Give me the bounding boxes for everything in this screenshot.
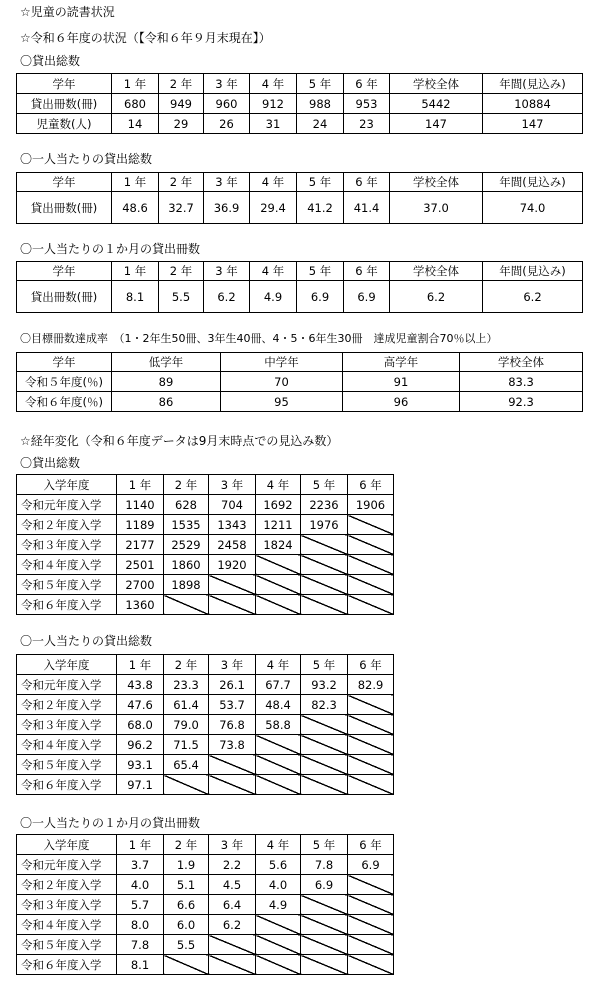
empty-slashed-cell — [348, 755, 394, 775]
trend-total-loans-table — [16, 474, 394, 615]
empty-slashed-cell — [301, 895, 348, 915]
header-cell: 1 年 — [112, 262, 159, 281]
empty-slashed-cell — [301, 755, 348, 775]
table-cell: 97.1 — [117, 775, 164, 795]
header-cell: 1 年 — [117, 475, 164, 495]
table-row — [17, 535, 394, 555]
current-per-child-month-heading: 〇一人当たりの１か月の貸出冊数 — [20, 242, 201, 256]
table-cell: 6.9 — [344, 281, 390, 313]
table-cell: 5.6 — [256, 855, 301, 875]
table-cell: 8.1 — [117, 955, 164, 975]
table-cell: 92.3 — [460, 392, 583, 412]
header-cell: 学校全体 — [390, 262, 483, 281]
table-row — [17, 955, 394, 975]
empty-slashed-cell — [348, 535, 394, 555]
table-cell: 960 — [204, 94, 250, 114]
header-cell: 1 年 — [112, 173, 159, 192]
table-header-row — [17, 475, 394, 495]
header-cell: 年間(見込み) — [483, 173, 583, 192]
header-cell: 入学年度 — [17, 475, 117, 495]
table-header-row — [17, 835, 394, 855]
header-cell: 5 年 — [297, 262, 344, 281]
table-cell: 912 — [250, 94, 297, 114]
empty-slashed-cell — [209, 935, 256, 955]
empty-slashed-cell — [301, 935, 348, 955]
header-cell: 1 年 — [117, 835, 164, 855]
header-cell: 5 年 — [301, 475, 348, 495]
table-cell: 58.8 — [256, 715, 301, 735]
table-row — [17, 735, 394, 755]
header-cell: 学校全体 — [390, 74, 483, 94]
header-cell: 5 年 — [297, 173, 344, 192]
table-cell: 61.4 — [164, 695, 209, 715]
table-cell: 82.9 — [348, 675, 394, 695]
current-per-child-month-table — [16, 261, 583, 313]
table-row — [17, 372, 583, 392]
table-cell: 1976 — [301, 515, 348, 535]
table-header-row — [17, 173, 583, 192]
empty-slashed-cell — [301, 595, 348, 615]
table-cell: 704 — [209, 495, 256, 515]
table-row — [17, 695, 394, 715]
table-cell: 4.9 — [250, 281, 297, 313]
table-cell: 48.4 — [256, 695, 301, 715]
header-cell: 学年 — [17, 262, 112, 281]
header-cell: 3 年 — [209, 835, 256, 855]
row-label: 令和４年度入学 — [17, 735, 117, 755]
row-label: 令和６年度入学 — [17, 595, 117, 615]
trend-per-child-heading: 〇一人当たりの貸出総数 — [20, 634, 153, 648]
header-cell: 5 年 — [297, 74, 344, 94]
header-cell: 学校全体 — [460, 353, 583, 372]
table-cell: 1140 — [117, 495, 164, 515]
empty-slashed-cell — [348, 775, 394, 795]
empty-slashed-cell — [348, 575, 394, 595]
empty-slashed-cell — [301, 955, 348, 975]
header-cell: 2 年 — [159, 74, 204, 94]
table-cell: 67.7 — [256, 675, 301, 695]
table-row — [17, 281, 583, 313]
table-header-row — [17, 655, 394, 675]
row-label: 令和５年度入学 — [17, 575, 117, 595]
target-rate-table — [16, 352, 583, 412]
table-cell: 6.2 — [209, 915, 256, 935]
empty-slashed-cell — [348, 515, 394, 535]
table-cell: 29 — [159, 114, 204, 134]
table-cell: 628 — [164, 495, 209, 515]
table-cell: 5.5 — [159, 281, 204, 313]
table-cell: 10884 — [483, 94, 583, 114]
row-label: 令和５年度入学 — [17, 755, 117, 775]
row-label: 令和４年度入学 — [17, 555, 117, 575]
header-cell: 年間(見込み) — [483, 74, 583, 94]
table-row — [17, 875, 394, 895]
current-total-loans-heading: 〇貸出総数 — [20, 54, 81, 68]
header-cell: 4 年 — [256, 655, 301, 675]
row-label: 令和５年度(％) — [17, 372, 112, 392]
table-row — [17, 392, 583, 412]
table-cell: 73.8 — [209, 735, 256, 755]
header-cell: 学年 — [17, 173, 112, 192]
table-cell: 23 — [344, 114, 390, 134]
header-cell: 4 年 — [250, 74, 297, 94]
header-cell: 学年 — [17, 353, 112, 372]
row-label: 令和６年度入学 — [17, 955, 117, 975]
table-cell: 6.9 — [348, 855, 394, 875]
empty-slashed-cell — [348, 595, 394, 615]
empty-slashed-cell — [348, 875, 394, 895]
empty-slashed-cell — [301, 915, 348, 935]
table-cell: 65.4 — [164, 755, 209, 775]
empty-slashed-cell — [209, 575, 256, 595]
row-label: 令和３年度入学 — [17, 895, 117, 915]
header-cell: 4 年 — [256, 835, 301, 855]
header-cell: 3 年 — [204, 262, 250, 281]
table-cell: 2236 — [301, 495, 348, 515]
table-cell: 26 — [204, 114, 250, 134]
table-row — [17, 595, 394, 615]
current-per-child-table — [16, 172, 583, 224]
header-cell: 4 年 — [250, 262, 297, 281]
empty-slashed-cell — [256, 755, 301, 775]
table-cell: 6.2 — [483, 281, 583, 313]
empty-slashed-cell — [301, 735, 348, 755]
row-label: 令和元年度入学 — [17, 495, 117, 515]
table-cell: 680 — [112, 94, 159, 114]
table-row — [17, 94, 583, 114]
table-cell: 96 — [343, 392, 460, 412]
empty-slashed-cell — [164, 595, 209, 615]
table-cell: 91 — [343, 372, 460, 392]
header-cell: 5 年 — [301, 835, 348, 855]
table-cell: 1360 — [117, 595, 164, 615]
empty-slashed-cell — [256, 595, 301, 615]
header-cell: 入学年度 — [17, 655, 117, 675]
table-cell: 31 — [250, 114, 297, 134]
trend-per-child-month-table — [16, 834, 394, 975]
header-cell: 5 年 — [301, 655, 348, 675]
table-row — [17, 935, 394, 955]
table-row — [17, 114, 583, 134]
empty-slashed-cell — [256, 575, 301, 595]
table-cell: 3.7 — [117, 855, 164, 875]
header-cell: 6 年 — [344, 262, 390, 281]
empty-slashed-cell — [301, 775, 348, 795]
table-cell: 2700 — [117, 575, 164, 595]
table-cell: 6.9 — [301, 875, 348, 895]
table-cell: 988 — [297, 94, 344, 114]
table-cell: 953 — [344, 94, 390, 114]
header-cell: 2 年 — [164, 475, 209, 495]
table-cell: 4.9 — [256, 895, 301, 915]
empty-slashed-cell — [256, 955, 301, 975]
table-cell: 41.2 — [297, 192, 344, 224]
table-cell: 74.0 — [483, 192, 583, 224]
table-row — [17, 495, 394, 515]
table-row — [17, 515, 394, 535]
table-cell: 79.0 — [164, 715, 209, 735]
table-cell: 4.0 — [256, 875, 301, 895]
table-header-row — [17, 353, 583, 372]
table-cell: 29.4 — [250, 192, 297, 224]
header-cell: 2 年 — [164, 835, 209, 855]
row-label: 令和元年度入学 — [17, 675, 117, 695]
empty-slashed-cell — [256, 555, 301, 575]
header-cell: 3 年 — [204, 173, 250, 192]
table-cell: 2458 — [209, 535, 256, 555]
table-cell: 147 — [390, 114, 483, 134]
table-cell: 23.3 — [164, 675, 209, 695]
empty-slashed-cell — [348, 895, 394, 915]
empty-slashed-cell — [301, 575, 348, 595]
current-status-heading: ☆令和６年度の状況（【令和６年９月末現在】） — [20, 31, 271, 45]
header-cell: 6 年 — [348, 655, 394, 675]
empty-slashed-cell — [256, 935, 301, 955]
empty-slashed-cell — [209, 955, 256, 975]
header-cell: 3 年 — [209, 475, 256, 495]
table-cell: 8.1 — [112, 281, 159, 313]
table-cell: 53.7 — [209, 695, 256, 715]
header-cell: 高学年 — [343, 353, 460, 372]
table-cell: 1898 — [164, 575, 209, 595]
table-cell: 83.3 — [460, 372, 583, 392]
table-cell: 93.2 — [301, 675, 348, 695]
table-cell: 8.0 — [117, 915, 164, 935]
empty-slashed-cell — [348, 555, 394, 575]
table-cell: 26.1 — [209, 675, 256, 695]
table-cell: 70 — [221, 372, 343, 392]
table-cell: 76.8 — [209, 715, 256, 735]
row-label: 令和３年度入学 — [17, 715, 117, 735]
row-label: 貸出冊数(冊) — [17, 192, 112, 224]
table-cell: 1211 — [256, 515, 301, 535]
table-cell: 14 — [112, 114, 159, 134]
header-cell: 6 年 — [348, 475, 394, 495]
table-row — [17, 915, 394, 935]
trend-total-loans-heading: 〇貸出総数 — [20, 456, 81, 470]
header-cell: 2 年 — [164, 655, 209, 675]
header-cell: 学年 — [17, 74, 112, 94]
table-cell: 89 — [112, 372, 221, 392]
empty-slashed-cell — [301, 535, 348, 555]
table-cell: 96.2 — [117, 735, 164, 755]
row-label: 令和４年度入学 — [17, 915, 117, 935]
empty-slashed-cell — [348, 735, 394, 755]
table-cell: 5.7 — [117, 895, 164, 915]
empty-slashed-cell — [209, 595, 256, 615]
table-cell: 2.2 — [209, 855, 256, 875]
empty-slashed-cell — [348, 915, 394, 935]
table-cell: 2529 — [164, 535, 209, 555]
table-cell: 1343 — [209, 515, 256, 535]
header-cell: 低学年 — [112, 353, 221, 372]
row-label: 令和６年度入学 — [17, 775, 117, 795]
trend-per-child-month-heading: 〇一人当たりの１か月の貸出冊数 — [20, 816, 201, 830]
header-cell: 中学年 — [221, 353, 343, 372]
table-row — [17, 855, 394, 875]
table-cell: 1920 — [209, 555, 256, 575]
header-cell: 2 年 — [159, 262, 204, 281]
header-cell: 2 年 — [159, 173, 204, 192]
row-label: 令和３年度入学 — [17, 535, 117, 555]
table-cell: 5.1 — [164, 875, 209, 895]
empty-slashed-cell — [256, 775, 301, 795]
table-cell: 6.2 — [390, 281, 483, 313]
empty-slashed-cell — [209, 775, 256, 795]
table-cell: 6.2 — [204, 281, 250, 313]
table-cell: 41.4 — [344, 192, 390, 224]
row-label: 令和２年度入学 — [17, 515, 117, 535]
table-cell: 1692 — [256, 495, 301, 515]
table-row — [17, 895, 394, 915]
header-cell: 学校全体 — [390, 173, 483, 192]
header-cell: 1 年 — [112, 74, 159, 94]
header-cell: 6 年 — [348, 835, 394, 855]
current-total-loans-table — [16, 73, 583, 134]
table-cell: 37.0 — [390, 192, 483, 224]
table-header-row — [17, 262, 583, 281]
table-cell: 43.8 — [117, 675, 164, 695]
header-cell: 6 年 — [344, 74, 390, 94]
empty-slashed-cell — [301, 555, 348, 575]
table-cell: 1.9 — [164, 855, 209, 875]
table-row — [17, 775, 394, 795]
header-cell: 年間(見込み) — [483, 262, 583, 281]
table-cell: 1906 — [348, 495, 394, 515]
empty-slashed-cell — [348, 695, 394, 715]
table-cell: 36.9 — [204, 192, 250, 224]
header-cell: 入学年度 — [17, 835, 117, 855]
empty-slashed-cell — [256, 735, 301, 755]
table-cell: 32.7 — [159, 192, 204, 224]
empty-slashed-cell — [301, 715, 348, 735]
header-cell: 6 年 — [344, 173, 390, 192]
table-cell: 7.8 — [301, 855, 348, 875]
header-cell: 3 年 — [204, 74, 250, 94]
table-cell: 2177 — [117, 535, 164, 555]
empty-slashed-cell — [209, 755, 256, 775]
row-label: 令和元年度入学 — [17, 855, 117, 875]
table-cell: 6.0 — [164, 915, 209, 935]
table-header-row — [17, 74, 583, 94]
table-cell: 949 — [159, 94, 204, 114]
table-cell: 7.8 — [117, 935, 164, 955]
table-row — [17, 192, 583, 224]
table-row — [17, 715, 394, 735]
table-cell: 1535 — [164, 515, 209, 535]
table-row — [17, 675, 394, 695]
table-row — [17, 755, 394, 775]
row-label: 貸出冊数(冊) — [17, 94, 112, 114]
empty-slashed-cell — [256, 915, 301, 935]
table-cell: 86 — [112, 392, 221, 412]
table-cell: 82.3 — [301, 695, 348, 715]
row-label: 令和２年度入学 — [17, 875, 117, 895]
table-cell: 48.6 — [112, 192, 159, 224]
table-cell: 1824 — [256, 535, 301, 555]
table-row — [17, 575, 394, 595]
empty-slashed-cell — [164, 955, 209, 975]
empty-slashed-cell — [348, 935, 394, 955]
table-cell: 6.6 — [164, 895, 209, 915]
table-cell: 2501 — [117, 555, 164, 575]
table-cell: 24 — [297, 114, 344, 134]
row-label: 令和５年度入学 — [17, 935, 117, 955]
page-title: ☆児童の読書状況 — [20, 5, 115, 19]
table-cell: 1860 — [164, 555, 209, 575]
header-cell: 4 年 — [256, 475, 301, 495]
trend-heading: ☆経年変化（令和６年度データは9月末時点での見込み数） — [20, 434, 339, 448]
header-cell: 3 年 — [209, 655, 256, 675]
table-cell: 95 — [221, 392, 343, 412]
table-cell: 5.5 — [164, 935, 209, 955]
row-label: 貸出冊数(冊) — [17, 281, 112, 313]
empty-slashed-cell — [164, 775, 209, 795]
table-cell: 147 — [483, 114, 583, 134]
table-cell: 47.6 — [117, 695, 164, 715]
row-label: 令和２年度入学 — [17, 695, 117, 715]
trend-per-child-table — [16, 654, 394, 795]
header-cell: 4 年 — [250, 173, 297, 192]
table-cell: 6.9 — [297, 281, 344, 313]
table-cell: 93.1 — [117, 755, 164, 775]
table-cell: 68.0 — [117, 715, 164, 735]
header-cell: 1 年 — [117, 655, 164, 675]
current-per-child-heading: 〇一人当たりの貸出総数 — [20, 152, 153, 166]
table-cell: 4.0 — [117, 875, 164, 895]
target-rate-heading: 〇目標冊数達成率 （1・2年生50冊、3年生40冊、4・5・6年生30冊 達成児童割合70％以上） — [20, 332, 498, 345]
table-cell: 71.5 — [164, 735, 209, 755]
row-label: 令和６年度(％) — [17, 392, 112, 412]
table-cell: 4.5 — [209, 875, 256, 895]
table-row — [17, 555, 394, 575]
empty-slashed-cell — [348, 715, 394, 735]
empty-slashed-cell — [348, 955, 394, 975]
table-cell: 5442 — [390, 94, 483, 114]
table-cell: 1189 — [117, 515, 164, 535]
row-label: 児童数(人) — [17, 114, 112, 134]
table-cell: 6.4 — [209, 895, 256, 915]
